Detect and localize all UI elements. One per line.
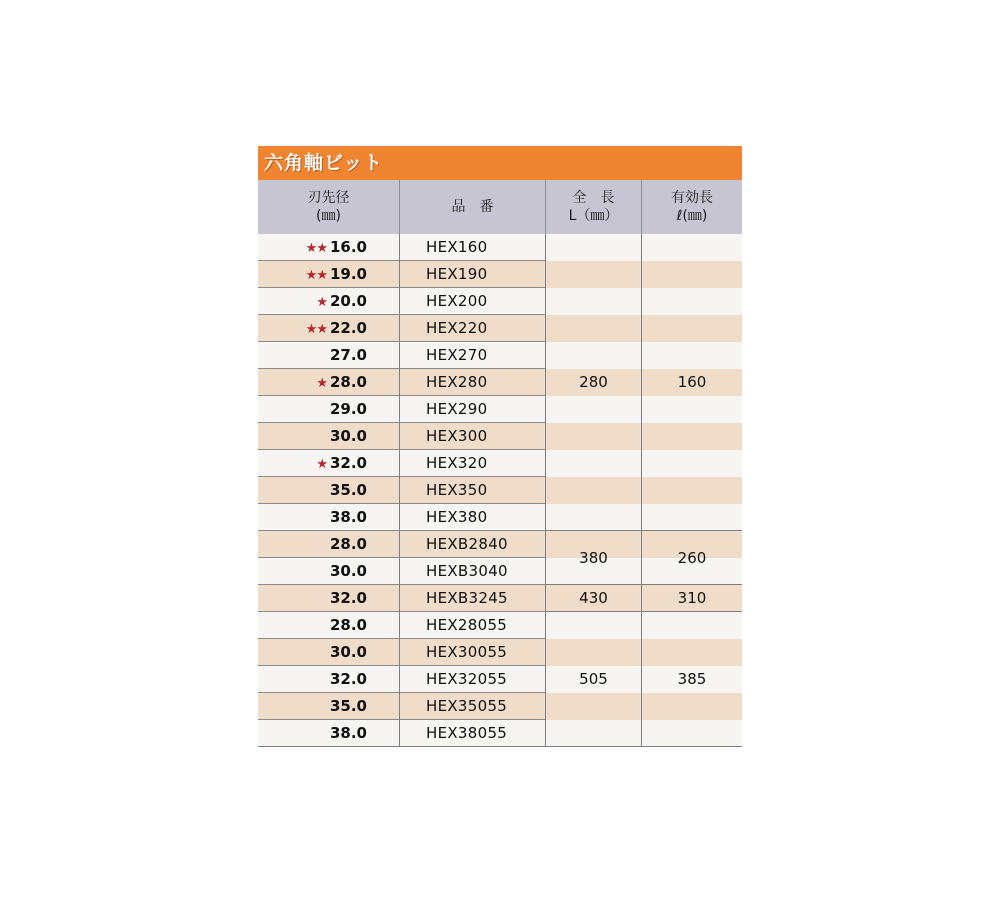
part-no-cell: HEX290 xyxy=(400,396,546,423)
diameter-value: 30.0 xyxy=(329,643,367,661)
diameter-value: 19.0 xyxy=(329,265,367,283)
diameter-cell xyxy=(258,369,400,396)
star-mark: ★★ xyxy=(305,241,327,256)
diameter-value: 35.0 xyxy=(329,481,367,499)
total-length-cell: 430 xyxy=(546,585,642,612)
total-length-cell: 505 xyxy=(546,612,642,747)
diameter-value: 32.0 xyxy=(329,454,367,472)
part-no-cell: HEX280 xyxy=(400,369,546,396)
star-mark: ★★ xyxy=(305,268,327,283)
effective-length-cell: 310 xyxy=(642,585,742,612)
part-no-cell: HEX380 xyxy=(400,504,546,531)
diameter-value: 32.0 xyxy=(329,589,367,607)
diameter-cell xyxy=(258,450,400,477)
diameter-cell xyxy=(258,693,400,720)
header-diameter-unit: (㎜) xyxy=(316,208,341,224)
diameter-value: 35.0 xyxy=(329,697,367,715)
table-body xyxy=(258,234,742,747)
part-no-cell: HEX320 xyxy=(400,450,546,477)
diameter-cell xyxy=(258,342,400,369)
header-part-no xyxy=(400,180,546,234)
diameter-cell xyxy=(258,639,400,666)
header-diameter xyxy=(258,180,400,234)
diameter-cell xyxy=(258,477,400,504)
part-no-cell: HEX350 xyxy=(400,477,546,504)
diameter-cell xyxy=(258,585,400,612)
diameter-value: 30.0 xyxy=(329,562,367,580)
header-part-no-label: 品 番 xyxy=(451,199,494,215)
star-mark: ★★ xyxy=(305,322,327,337)
diameter-value: 28.0 xyxy=(329,373,367,391)
part-no-cell: HEXB3040 xyxy=(400,558,546,585)
part-no-cell: HEX30055 xyxy=(400,639,546,666)
diameter-cell xyxy=(258,612,400,639)
diameter-cell xyxy=(258,288,400,315)
effective-length-cell: 385 xyxy=(642,612,742,747)
part-no-cell: HEX35055 xyxy=(400,693,546,720)
diameter-value: 32.0 xyxy=(329,670,367,688)
diameter-value: 22.0 xyxy=(329,319,367,337)
spec-table xyxy=(258,146,742,747)
header-effective-length xyxy=(642,180,742,234)
effective-length-cell: 260 xyxy=(642,531,742,585)
diameter-value: 27.0 xyxy=(329,346,367,364)
diameter-cell xyxy=(258,666,400,693)
header-total-length xyxy=(546,180,642,234)
diameter-value: 16.0 xyxy=(329,238,367,256)
diameter-cell xyxy=(258,234,400,261)
diameter-value: 28.0 xyxy=(329,616,367,634)
part-no-cell: HEX32055 xyxy=(400,666,546,693)
effective-length-cell: 160 xyxy=(642,234,742,531)
header-row xyxy=(258,180,742,234)
diameter-cell xyxy=(258,396,400,423)
diameter-cell xyxy=(258,315,400,342)
part-no-cell: HEXB3245 xyxy=(400,585,546,612)
header-total-length-label: 全 長 xyxy=(572,190,615,206)
part-no-cell: HEX300 xyxy=(400,423,546,450)
part-no-cell: HEXB2840 xyxy=(400,531,546,558)
total-length-cell: 380 xyxy=(546,531,642,585)
diameter-cell xyxy=(258,558,400,585)
header-effective-length-unit: ℓ(㎜) xyxy=(676,208,708,224)
header-effective-length-label: 有効長 xyxy=(671,190,713,206)
part-no-cell: HEX220 xyxy=(400,315,546,342)
diameter-value: 20.0 xyxy=(329,292,367,310)
star-mark: ★ xyxy=(316,376,327,391)
diameter-cell xyxy=(258,531,400,558)
total-length-cell: 280 xyxy=(546,234,642,531)
diameter-value: 38.0 xyxy=(329,724,367,742)
header-total-length-unit: L（㎜） xyxy=(568,208,619,224)
star-mark: ★ xyxy=(316,457,327,472)
diameter-value: 30.0 xyxy=(329,427,367,445)
part-no-cell: HEX270 xyxy=(400,342,546,369)
part-no-cell: HEX28055 xyxy=(400,612,546,639)
diameter-cell xyxy=(258,423,400,450)
part-no-cell: HEX190 xyxy=(400,261,546,288)
diameter-value: 38.0 xyxy=(329,508,367,526)
part-no-cell: HEX200 xyxy=(400,288,546,315)
part-no-cell: HEX160 xyxy=(400,234,546,261)
table-title: 六角軸ビット xyxy=(258,146,742,180)
header-diameter-label: 刃先径 xyxy=(307,190,350,206)
diameter-value: 29.0 xyxy=(329,400,367,418)
diameter-cell xyxy=(258,720,400,747)
diameter-cell xyxy=(258,504,400,531)
part-no-cell: HEX38055 xyxy=(400,720,546,747)
diameter-cell xyxy=(258,261,400,288)
diameter-value: 28.0 xyxy=(329,535,367,553)
star-mark: ★ xyxy=(316,295,327,310)
